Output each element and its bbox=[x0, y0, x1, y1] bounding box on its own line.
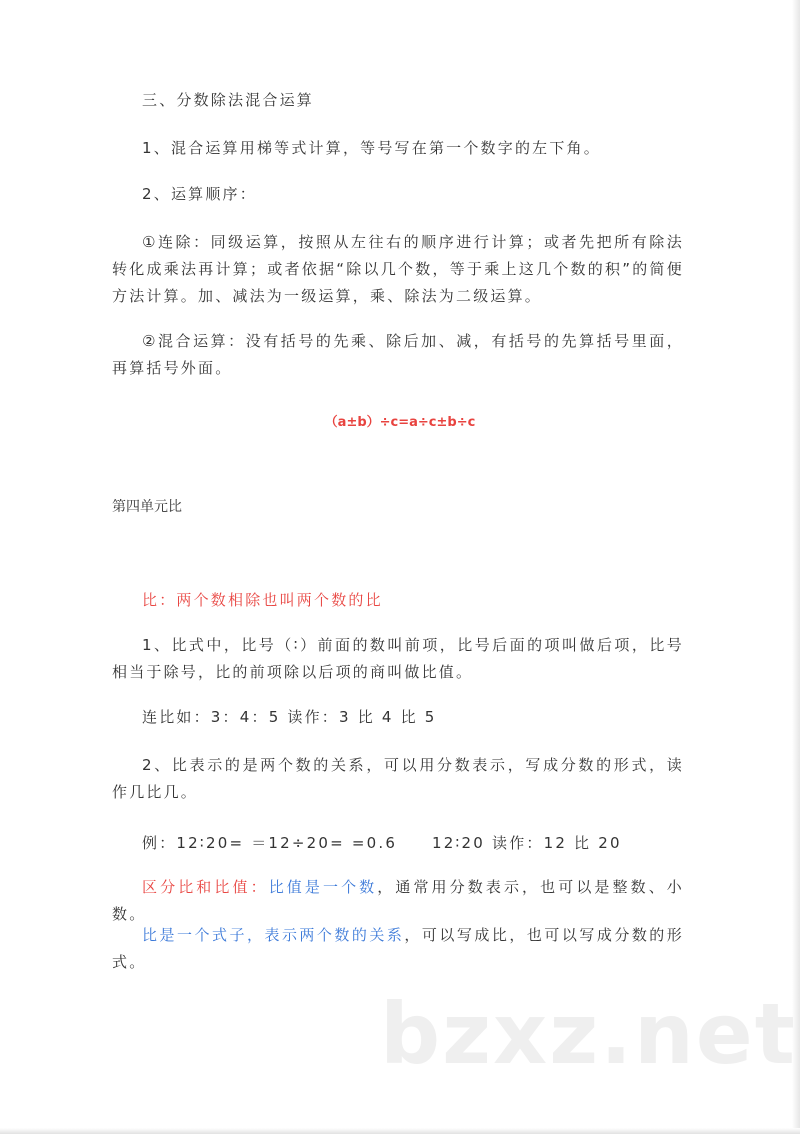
paragraph: 连比如：3：4：5 读作：3 比 4 比 5 bbox=[142, 708, 437, 726]
highlight-red: 区分比和比值： bbox=[142, 878, 269, 896]
highlight-blue: 比值是一个数 bbox=[268, 878, 378, 896]
example: 例：12∶20= ＝12÷20= =0.6 12∶20 读作：12 比 20 bbox=[142, 834, 622, 852]
paragraph bbox=[112, 874, 684, 928]
paragraph: 2、运算顺序： bbox=[142, 185, 257, 203]
definition: 比：两个数相除也叫两个数的比 bbox=[142, 591, 383, 609]
page-edge-right bbox=[792, 0, 800, 1134]
unit-title: 第四单元比 bbox=[112, 499, 182, 515]
paragraph: 1、混合运算用梯等式计算，等号写在第一个数字的左下角。 bbox=[142, 139, 601, 157]
page-edge-bottom bbox=[0, 1128, 800, 1134]
text: ，通常用分数表示，也可以是整数、小数。 bbox=[112, 878, 685, 923]
watermark: bzxz.net bbox=[380, 985, 797, 1083]
paragraph: ②混合运算：没有括号的先乘、除后加、减，有括号的先算括号里面，再算括号外面。 bbox=[112, 332, 684, 377]
formula: （a±b）÷c=a÷c±b÷c bbox=[324, 415, 476, 430]
section-title: 三、分数除法混合运算 bbox=[142, 91, 315, 109]
paragraph bbox=[112, 922, 684, 976]
paragraph: ①连除：同级运算，按照从左往右的顺序进行计算；或者先把所有除法转化成乘法再计算；或者依据“除以几个数，等于乘上这几个数的积”的简便方法计算。加、减法为一级运算，乘、除法为二级运算。 bbox=[112, 233, 684, 305]
paragraph: 2、比表示的是两个数的关系，可以用分数表示，写成分数的形式，读作几比几。 bbox=[112, 756, 684, 801]
text: ，可以写成比，也可以写成分数的形式。 bbox=[112, 926, 684, 971]
highlight-blue: 比是一个式子，表示两个数的关系 bbox=[142, 926, 405, 944]
paragraph: 1、比式中，比号（∶）前面的数叫前项，比号后面的项叫做后项，比号相当于除号，比的前项除以后项的商叫做比值。 bbox=[112, 636, 684, 681]
